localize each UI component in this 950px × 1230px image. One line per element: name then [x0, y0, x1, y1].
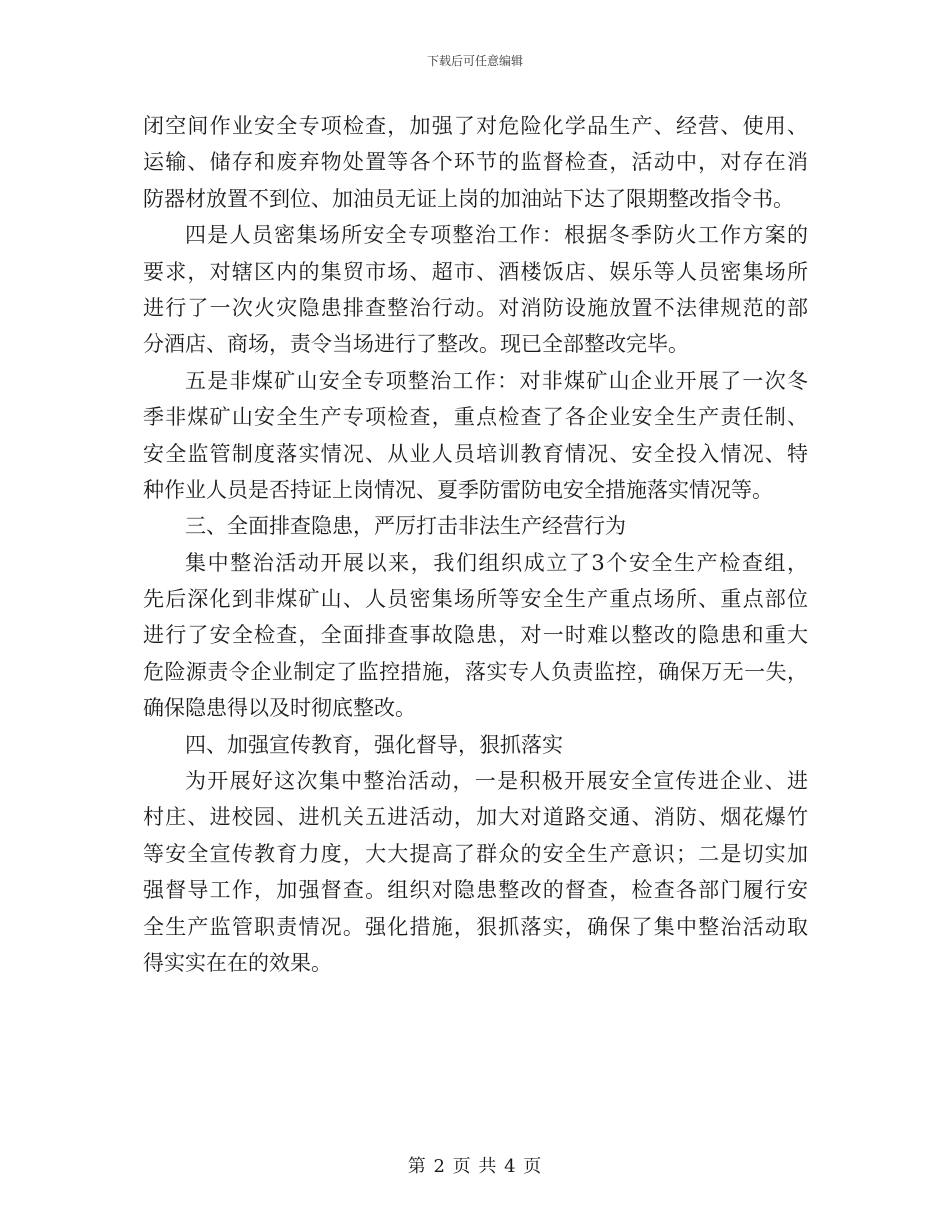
text-line: 分酒店、商场，责令当场进行了整改。现已全部整改完毕。	[143, 332, 689, 357]
section-heading: 四、加强宣传教育，强化督导，狠抓落实	[185, 732, 563, 757]
text-line: 全生产监管职责情况。强化措施，狠抓落实，确保了集中整治活动取	[143, 914, 808, 939]
text-line: 为开展好这次集中整治活动，一是积极开展安全宣传进企业、进	[185, 769, 808, 794]
text-line: 强督导工作，加强督查。组织对隐患整改的督查，检查各部门履行安	[143, 878, 808, 903]
section-heading: 三、全面排查隐患，严厉打击非法生产经营行为	[185, 514, 626, 539]
text-line: 得实实在在的效果。	[143, 950, 332, 975]
text-line: 五是非煤矿山安全专项整治工作：对非煤矿山企业开展了一次冬	[185, 368, 808, 393]
text-line: 种作业人员是否持证上岗情况、夏季防雷防电安全措施落实情况等。	[143, 477, 773, 502]
text-line: 季非煤矿山安全生产专项检查，重点检查了各企业安全生产责任制、	[143, 405, 808, 430]
text-line: 等安全宣传教育力度，大大提高了群众的安全生产意识；二是切实加	[143, 841, 808, 866]
text-line: 进行了安全检查，全面排查事故隐患，对一时难以整改的隐患和重大	[143, 623, 808, 648]
text-line: 四是人员密集场所安全专项整治工作：根据冬季防火工作方案的	[185, 223, 808, 248]
text-line: 闭空间作业安全专项检查，加强了对危险化学品生产、经营、使用、	[143, 114, 808, 138]
text-line: 要求，对辖区内的集贸市场、超市、酒楼饭店、娱乐等人员密集场所	[143, 259, 808, 284]
text-line: 安全监管制度落实情况、从业人员培训教育情况、安全投入情况、特	[143, 441, 808, 466]
text-line: 进行了一次火灾隐患排查整治行动。对消防设施放置不法律规范的部	[143, 295, 808, 320]
text-line: 集中整治活动开展以来，我们组织成立了3个安全生产检查组，	[185, 550, 808, 575]
document-body	[143, 108, 808, 981]
text-line: 危险源责令企业制定了监控措施，落实专人负责监控，确保万无一失，	[143, 659, 808, 684]
text-line: 防器材放置不到位、加油员无证上岗的加油站下达了限期整改指令书。	[143, 186, 794, 211]
page-header: 下载后可任意编辑	[426, 54, 523, 68]
text-line: 先后深化到非煤矿山、人员密集场所等安全生产重点场所、重点部位	[143, 587, 808, 612]
text-line: 运输、储存和废弃物处置等各个环节的监督检查，活动中，对存在消	[143, 150, 808, 175]
text-line: 村庄、进校园、进机关五进活动，加大对道路交通、消防、烟花爆竹	[143, 805, 808, 830]
text-line: 确保隐患得以及时彻底整改。	[143, 696, 416, 721]
page-number-footer: 第 2 页 共 4 页	[407, 1156, 543, 1177]
